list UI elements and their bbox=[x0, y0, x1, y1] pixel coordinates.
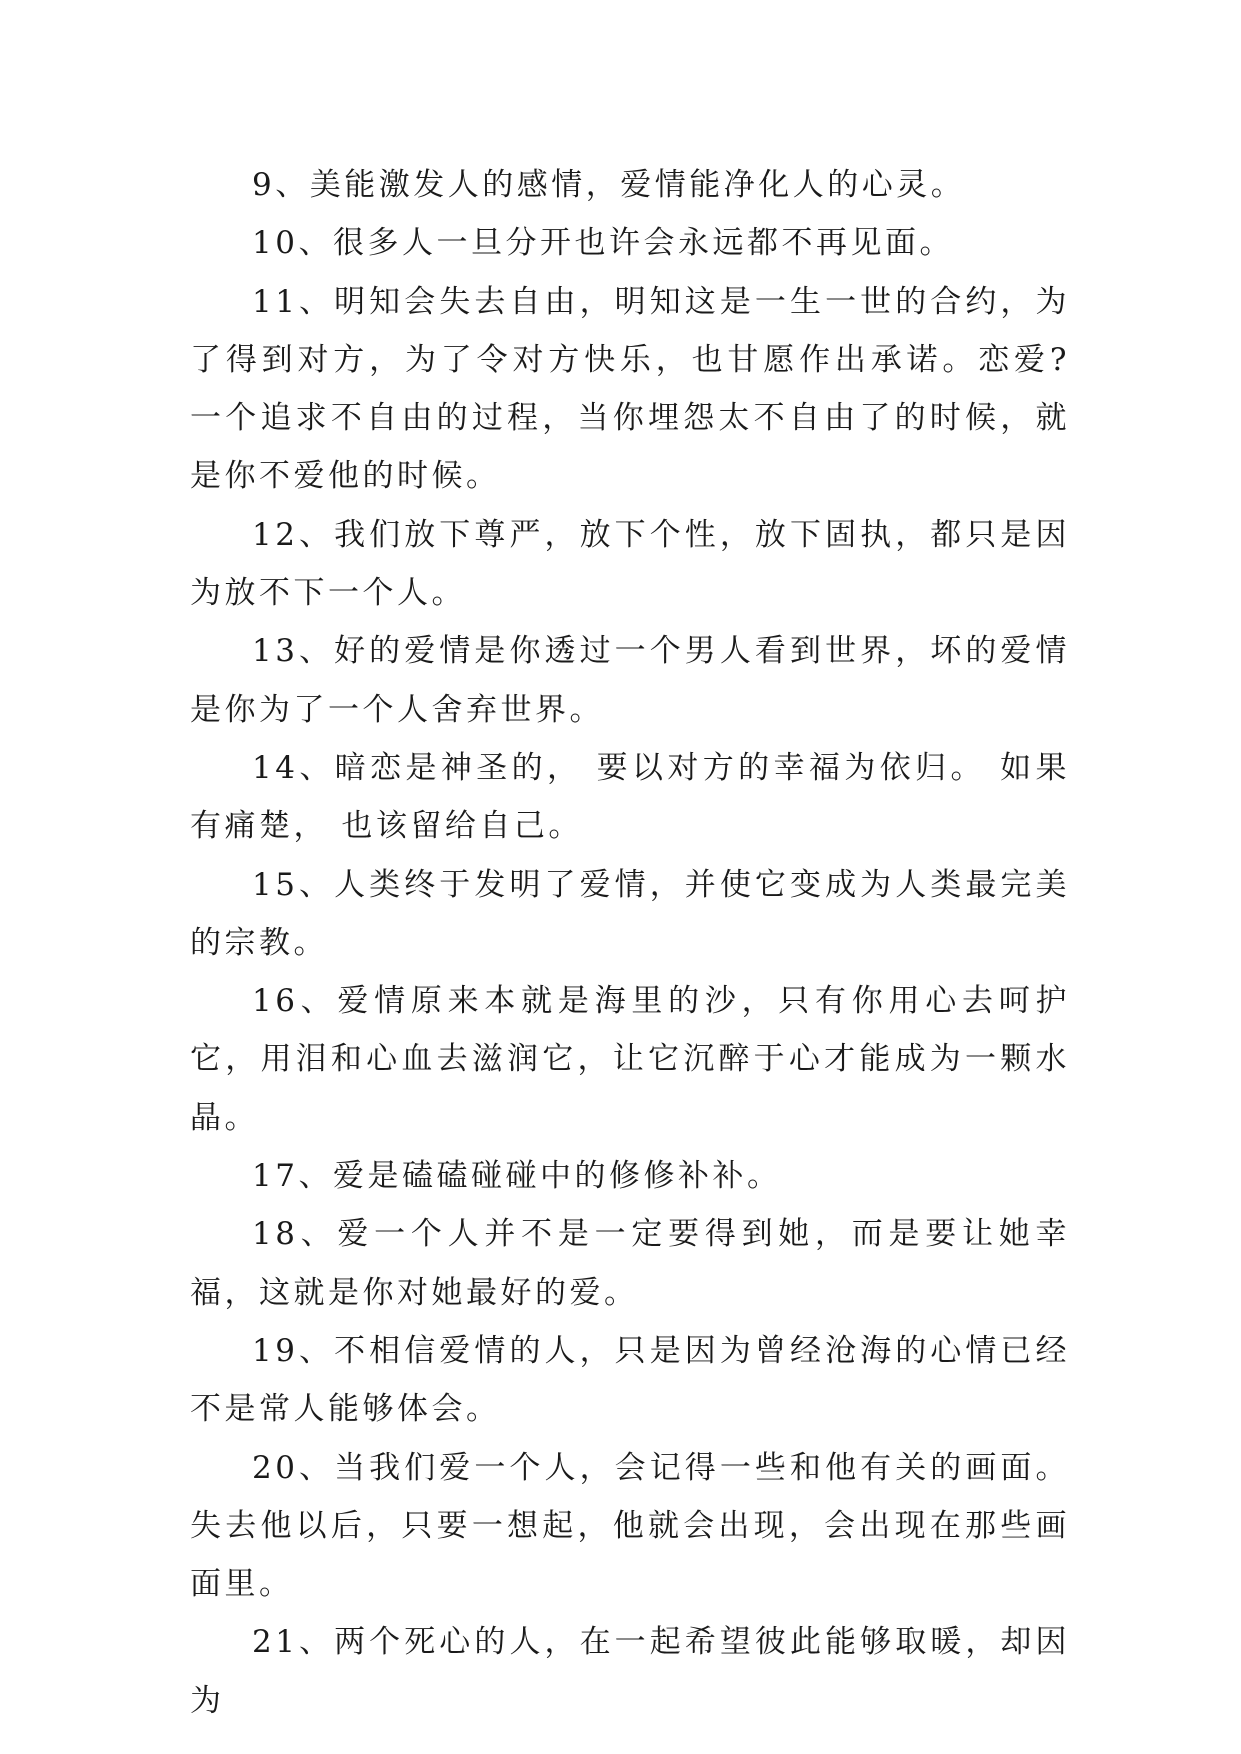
paragraph-15: 15、人类终于发明了爱情，并使它变成为人类最完美的宗教。 bbox=[190, 866, 1070, 961]
paragraph-19: 19、不相信爱情的人，只是因为曾经沧海的心情已经不是常人能够体会。 bbox=[190, 1332, 1070, 1428]
paragraph-12: 12、我们放下尊严，放下个性，放下固执，都只是因为放不下一个人。 bbox=[190, 516, 1070, 612]
paragraph-14: 14、暗恋是神圣的， 要以对方的幸福为依归。 如果有痛楚， 也该留给自己。 bbox=[190, 749, 1070, 845]
paragraph-9: 9、美能激发人的感情，爱情能净化人的心灵。 bbox=[252, 167, 966, 203]
document-body bbox=[190, 156, 1070, 1730]
paragraph-18: 18、爱一个人并不是一定要得到她，而是要让她幸福，这就是你对她最好的爱。 bbox=[190, 1216, 1070, 1311]
paragraph-11: 11、明知会失去自由，明知这是一生一世的合约，为了得到对方，为了令对方快乐，也甘愿作出承诺。恋爱?一个追求不自由的过程，当你埋怨太不自由了的时候，就是你不爱他的时候。 bbox=[190, 283, 1070, 495]
paragraph-10: 10、很多人一旦分开也许会永远都不再见面。 bbox=[252, 225, 954, 262]
paragraph-13: 13、好的爱情是你透过一个男人看到世界，坏的爱情是你为了一个人舍弃世界。 bbox=[190, 633, 1070, 728]
paragraph-20: 20、当我们爱一个人，会记得一些和他有关的画面。失去他以后，只要一想起，他就会出现，会出现在那些画面里。 bbox=[190, 1449, 1070, 1603]
paragraph-21: 21、两个死心的人，在一起希望彼此能够取暖，却因为 bbox=[190, 1624, 1070, 1719]
paragraph-16: 16、爱情原来本就是海里的沙，只有你用心去呵护它，用泪和心血去滋润它，让它沉醉于心才能成为一颗水晶。 bbox=[190, 983, 1070, 1136]
paragraph-17: 17、爱是磕磕碰碰中的修修补补。 bbox=[252, 1158, 782, 1195]
